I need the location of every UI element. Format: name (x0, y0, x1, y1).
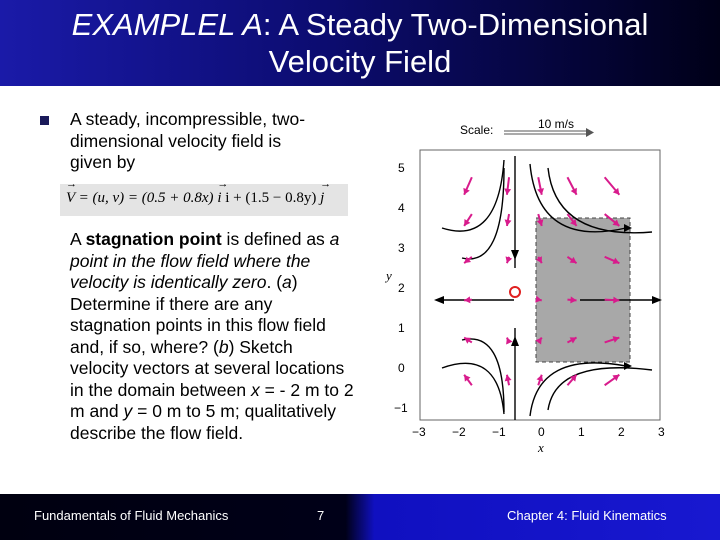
intro-line-1: A steady, incompressible, two- (70, 109, 306, 129)
vector-arrowhead-icon (506, 338, 512, 345)
y-tick-1: 1 (398, 321, 405, 335)
p2-k: = - 2 m to 2 m and (70, 379, 354, 421)
scale-label: Scale: (460, 123, 494, 137)
footer-chapter: Chapter 4: Fluid Kinematics (507, 508, 667, 523)
footer-book-title: Fundamentals of Fluid Mechanics (34, 508, 229, 523)
equation-j: → j (320, 190, 324, 207)
slide-title (0, 6, 720, 80)
arrowhead-left-icon (434, 296, 444, 304)
p2-stagnation-term: stagnation point (85, 229, 222, 249)
streamline-bl-1 (442, 363, 504, 414)
streamline-br-1 (530, 363, 626, 416)
bullet-square-icon (40, 116, 49, 125)
p2-g: ) Determine if there are any stagnation points in this flow field and, if so, where? ( (70, 272, 326, 357)
equation-mid: i + (1.5 − 0.8y) (225, 190, 317, 206)
p2-y: y (123, 401, 133, 421)
p2-h: b (218, 336, 229, 357)
equation-lhs: → V = (u, v) = (0.5 + 0.8x) (66, 190, 214, 207)
intro-text (70, 109, 355, 174)
vector-arrowhead-icon (464, 296, 470, 303)
title-line2: Velocity Field (268, 44, 452, 79)
y-tick-3: 3 (398, 241, 405, 255)
x-tick-minus-2: −2 (452, 425, 466, 439)
y-tick-0: 0 (398, 361, 405, 375)
p2-definition: a point in the flow field where the velocity is identically zero (70, 229, 340, 292)
x-tick-3: 3 (658, 425, 665, 439)
stagnation-text (70, 229, 355, 444)
footer-page-number: 7 (317, 508, 325, 523)
y-axis-label: y (386, 268, 392, 283)
x-tick-0: 0 (538, 425, 545, 439)
streamline-bl-2 (462, 339, 504, 412)
p2-m: = 0 m to 5 m; qualitatively describe the flow field. (70, 401, 337, 443)
p2-c: is defined as (221, 229, 330, 249)
vector-arrowhead-icon (504, 188, 511, 194)
y-tick-4: 4 (398, 201, 405, 215)
x-tick-1: 1 (578, 425, 585, 439)
x-tick-2: 2 (618, 425, 625, 439)
stagnation-point-marker (510, 287, 520, 297)
scale-arrowhead-icon (586, 128, 594, 137)
equation-i: → i (217, 190, 221, 207)
intro-line-3: given by (70, 152, 136, 172)
p2-i: ) Sketch velocity vectors at several locations in the domain between (70, 336, 345, 400)
scale-value: 10 m/s (538, 117, 575, 131)
intro-line-2: dimensional velocity field is (70, 130, 282, 151)
title-line1-rest: : A Steady Two-Dimensional (262, 7, 649, 42)
streamline-tl-1 (442, 160, 504, 231)
arrowhead-down-icon (511, 250, 519, 260)
streamline-br-2 (548, 368, 652, 410)
x-axis-label: x (538, 440, 544, 455)
x-axis-ticks (412, 425, 665, 439)
p2-f: a (282, 272, 292, 292)
streamline-tl-2 (462, 168, 504, 259)
y-tick-minus-1: −1 (394, 401, 408, 415)
arrowhead-up-icon (511, 336, 519, 346)
y-tick-5: 5 (398, 161, 405, 175)
p2-x: x (250, 379, 260, 400)
x-tick-minus-3: −3 (412, 425, 426, 439)
p2-a: A (70, 229, 86, 249)
y-tick-2: 2 (398, 281, 405, 295)
p2-e: . ( (266, 272, 283, 292)
title-prefix: EXAMPLEL A (71, 7, 263, 42)
x-tick-minus-1: −1 (492, 425, 506, 439)
velocity-field-figure (380, 108, 680, 458)
y-axis-ticks (394, 161, 408, 415)
arrowhead-br-icon (624, 362, 632, 370)
velocity-equation (66, 190, 324, 207)
